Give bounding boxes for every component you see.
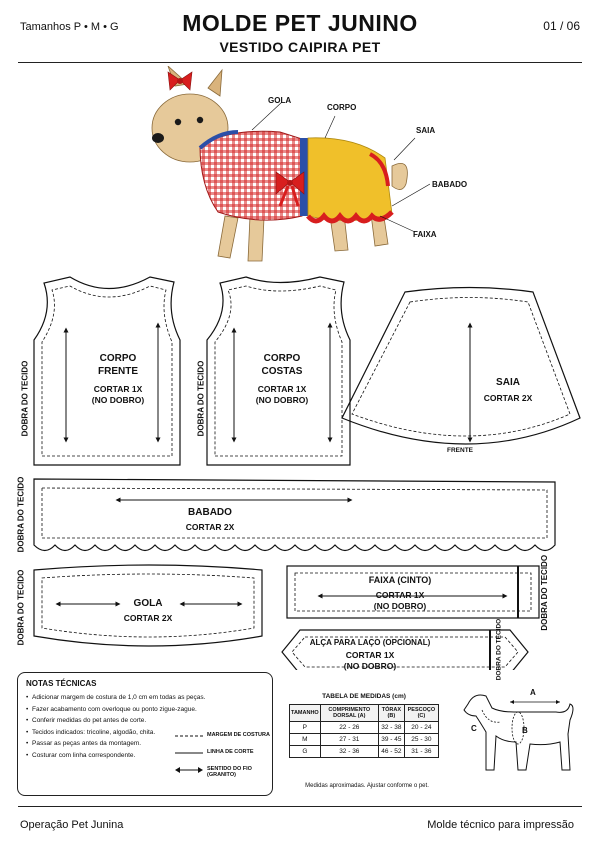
callout-gola: GOLA <box>268 96 292 105</box>
table-cell: 46 - 52 <box>378 746 404 758</box>
header-rule <box>18 62 582 63</box>
callout-faixa: FAIXA <box>413 230 437 239</box>
page-number: 01 / 06 <box>543 19 580 33</box>
dog-label-a: A <box>530 688 536 697</box>
piece-saia <box>342 288 580 445</box>
babado-label: BABADO CORTAR 2X <box>185 507 235 532</box>
footer-left: Operação Pet Junina <box>20 819 124 831</box>
callout-corpo: CORPO <box>327 103 357 112</box>
callout-babado: BABADO <box>432 180 468 189</box>
saia-front-label: FRENTE <box>447 447 473 454</box>
table-cell: 31 - 36 <box>404 746 438 758</box>
col-header: PESCOÇO (C) <box>404 705 438 722</box>
alca-label: ALÇA PARA LAÇO (OPCIONAL) CORTAR 1X (NO DOBRO) <box>309 638 431 672</box>
fold-label-faixa: DOBRA DO TECIDO <box>540 554 550 631</box>
table-header-row <box>290 705 439 722</box>
dog-label-c: C <box>471 724 477 733</box>
note-item: • Fazer acabamento com overloque ou ponto zigue-zague. <box>26 706 266 713</box>
table-cell: 32 - 36 <box>320 746 378 758</box>
gola-label: GOLA CORTAR 2X <box>123 598 173 623</box>
footer-right: Molde técnico para impressão <box>427 819 574 831</box>
notes-title: NOTAS TÉCNICAS <box>26 679 97 688</box>
table-cell: 20 - 24 <box>404 722 438 734</box>
notes-legend <box>175 730 270 781</box>
measure-table-title: TABELA DE MEDIDAS (cm) <box>322 693 406 700</box>
table-cell: P <box>290 722 321 734</box>
table-cell: 25 - 30 <box>404 734 438 746</box>
note-item: • Tecidos indicados: tricoline, algodão, chita. <box>26 729 176 736</box>
col-header: TAMANHO <box>290 705 321 722</box>
corpo-frente-label: CORPO FRENTE CORTAR 1X (NO DOBRO) <box>91 353 145 406</box>
table-cell: 32 - 38 <box>378 722 404 734</box>
table-cell: 22 - 26 <box>320 722 378 734</box>
fold-label-corpo-frente: DOBRA DO TECIDO <box>20 360 30 437</box>
callout-saia: SAIA <box>416 126 436 135</box>
fold-label-babado: DOBRA DO TECIDO <box>16 476 26 553</box>
table-cell: M <box>290 734 321 746</box>
fold-label-corpo-costas: DOBRA DO TECIDO <box>196 360 206 437</box>
dog-label-b: B <box>522 726 528 735</box>
legend-grain: SENTIDO DO FIO (GRANITO) <box>175 764 270 781</box>
faixa-label: FAIXA (CINTO) CORTAR 1X (NO DOBRO) <box>368 575 432 611</box>
sizes-label: Tamanhos P • M • G <box>20 21 119 33</box>
note-item: • Costurar com linha correspondente. <box>26 752 176 759</box>
measure-table-note: Medidas aproximadas. Ajustar conforme o pet. <box>305 783 429 789</box>
pattern-pieces <box>0 270 600 670</box>
table-row <box>290 746 439 758</box>
col-header: COMPRIMENTO DORSAL (A) <box>320 705 378 722</box>
page-title: MOLDE PET JUNINO <box>182 10 418 36</box>
table-cell: 39 - 45 <box>378 734 404 746</box>
table-cell: G <box>290 746 321 758</box>
corpo-costas-label: CORPO COSTAS CORTAR 1X (NO DOBRO) <box>255 353 309 406</box>
legend-cut: LINHA DE CORTE <box>207 749 254 755</box>
piece-babado <box>34 479 555 551</box>
table-row <box>290 734 439 746</box>
fold-label-alca: DOBRA DO TECIDO <box>495 618 503 681</box>
footer-rule <box>18 806 582 807</box>
saia-label: SAIA CORTAR 2X <box>483 377 533 403</box>
note-item: • Adicionar margem de costura de 1,0 cm em todas as peças. <box>26 694 266 701</box>
note-item: • Conferir medidas do pet antes de corte. <box>26 717 176 724</box>
measure-table <box>289 704 439 758</box>
fold-label-gola: DOBRA DO TECIDO <box>16 569 26 646</box>
dog-measure-diagram <box>456 684 582 784</box>
note-item: • Passar as peças antes da montagem. <box>26 740 176 747</box>
table-row <box>290 722 439 734</box>
page-subtitle: VESTIDO CAIPIRA PET <box>219 39 381 55</box>
legend-seam: MARGEM DE COSTURA <box>207 732 270 738</box>
table-cell: 27 - 31 <box>320 734 378 746</box>
col-header: TÓRAX (B) <box>378 705 404 722</box>
